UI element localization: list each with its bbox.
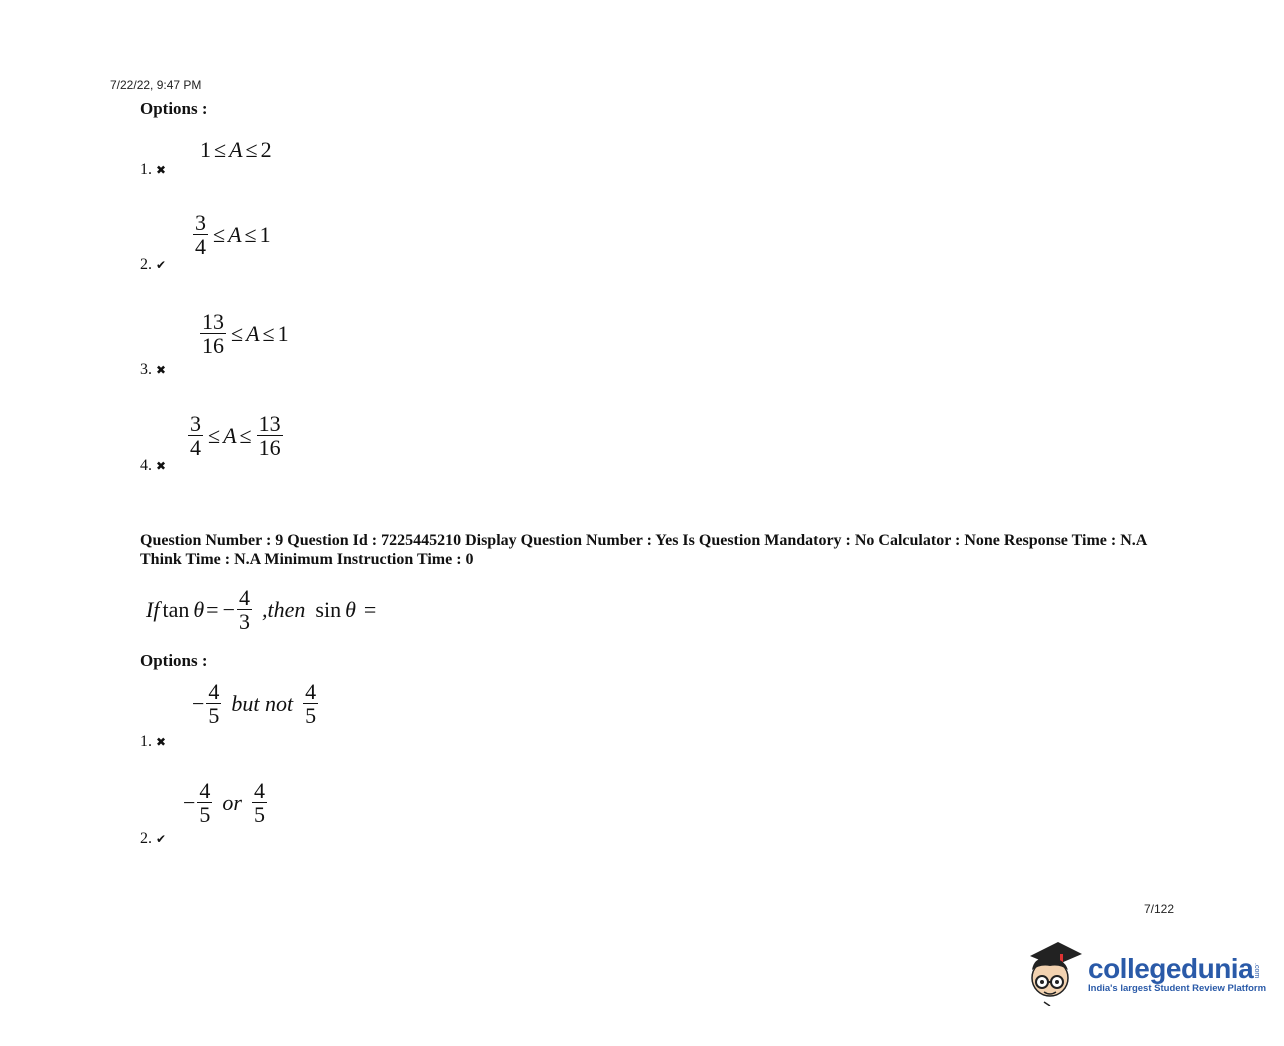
q8-option-4-number [140,457,166,475]
equals-sign: = [206,596,219,622]
timestamp: 7/22/22, 9:47 PM [110,78,202,92]
q9-option-1-number [140,733,166,751]
logo-name: collegedunia [1088,952,1254,984]
variable-a: A [223,422,237,448]
minus-sign: − [222,596,235,622]
leq-sign: ≤ [245,137,258,162]
variable-a: A [229,137,243,162]
fraction [193,211,208,258]
question-info: Question Number : 9 Question Id : 7225445210 Display Question Number : Yes Is Question Mandatory : No Calculator : None Response Time : N.A Think Time : N.A Minimum Instruction Time : 0 [140,532,1147,568]
logo-text [1088,953,1266,994]
sin-word: sin [315,596,342,622]
leq-sign: ≤ [208,422,221,448]
denominator: 4 [195,234,206,260]
q9-option-1-expr [192,680,320,727]
wrong-icon: ✖ [156,163,167,177]
leq-sign: ≤ [239,422,252,448]
denominator: 4 [190,435,201,461]
numerator: 3 [190,411,201,436]
denominator: 3 [239,609,250,635]
q8-option-1-number [140,161,166,179]
connector-text: but not [231,690,294,716]
wrong-icon: ✖ [156,459,167,473]
minus-sign: − [183,789,196,815]
options-label: Options : [140,99,208,118]
wrong-icon: ✖ [156,363,167,377]
numerator: 13 [202,309,224,334]
fraction [237,586,252,633]
option-number: 4. [140,457,152,474]
numerator: 3 [195,210,206,235]
leq-sign: ≤ [262,320,275,346]
if-word: If [146,596,160,622]
expr-rhs: 2 [260,137,272,162]
tan-word: tan [162,596,190,622]
options-label: Options : [140,651,208,670]
numerator: 4 [305,679,317,704]
fraction [188,412,203,459]
leq-sign: ≤ [231,320,244,346]
fraction [200,310,226,357]
variable-a: A [246,320,260,346]
q9-option-2-expr [183,779,269,826]
denominator: 16 [258,435,281,461]
numerator: 4 [239,585,250,610]
mascot-icon [1024,940,1082,1006]
option-number: 2. [140,830,152,847]
q8-option-2-number [140,256,166,274]
variable-a: A [228,221,242,247]
expr-lhs: 1 [200,137,211,162]
leq-sign: ≤ [213,221,226,247]
numerator: 4 [253,778,265,803]
connector-text: or [222,789,242,815]
minus-sign: − [192,690,205,716]
leq-sign: ≤ [244,221,257,247]
option-number: 1. [140,161,152,178]
then-word: ,then [262,596,306,622]
option-number: 3. [140,361,152,378]
option-number: 1. [140,733,152,750]
denominator: 16 [202,333,224,359]
expr-rhs: 1 [277,320,289,346]
q8-option-1-expr [200,137,272,163]
q8-option-3-expr [198,310,289,357]
q9-option-2-number [140,830,166,848]
expr-rhs: 1 [259,221,271,247]
question-text [146,586,376,633]
denominator: 5 [305,703,317,729]
leq-sign: ≤ [214,137,227,162]
numerator: 4 [199,778,211,803]
fraction [303,680,318,727]
fraction [257,412,283,459]
numerator: 4 [208,679,220,704]
theta-symbol: θ [193,596,205,622]
q8-option-3-number [140,361,166,379]
page-number: 7/122 [1144,902,1175,916]
correct-icon: ✔ [156,832,167,846]
denominator: 5 [208,703,220,729]
wrong-icon: ✖ [156,735,167,749]
equals-sign: = [363,596,377,622]
q8-option-4-expr [186,412,285,459]
fraction [197,779,212,826]
logo-suffix: .com [1253,963,1261,979]
collegedunia-logo [1024,940,1266,1006]
theta-symbol: θ [345,596,356,622]
logo-tagline: India's largest Student Review Platform [1088,982,1267,994]
denominator: 5 [199,802,211,828]
option-number: 2. [140,256,152,273]
denominator: 5 [253,802,265,828]
q8-option-2-expr [191,211,271,258]
correct-icon: ✔ [156,258,167,272]
fraction [206,680,221,727]
fraction [252,779,267,826]
logo-wordmark [1088,953,1266,985]
numerator: 13 [258,411,281,436]
